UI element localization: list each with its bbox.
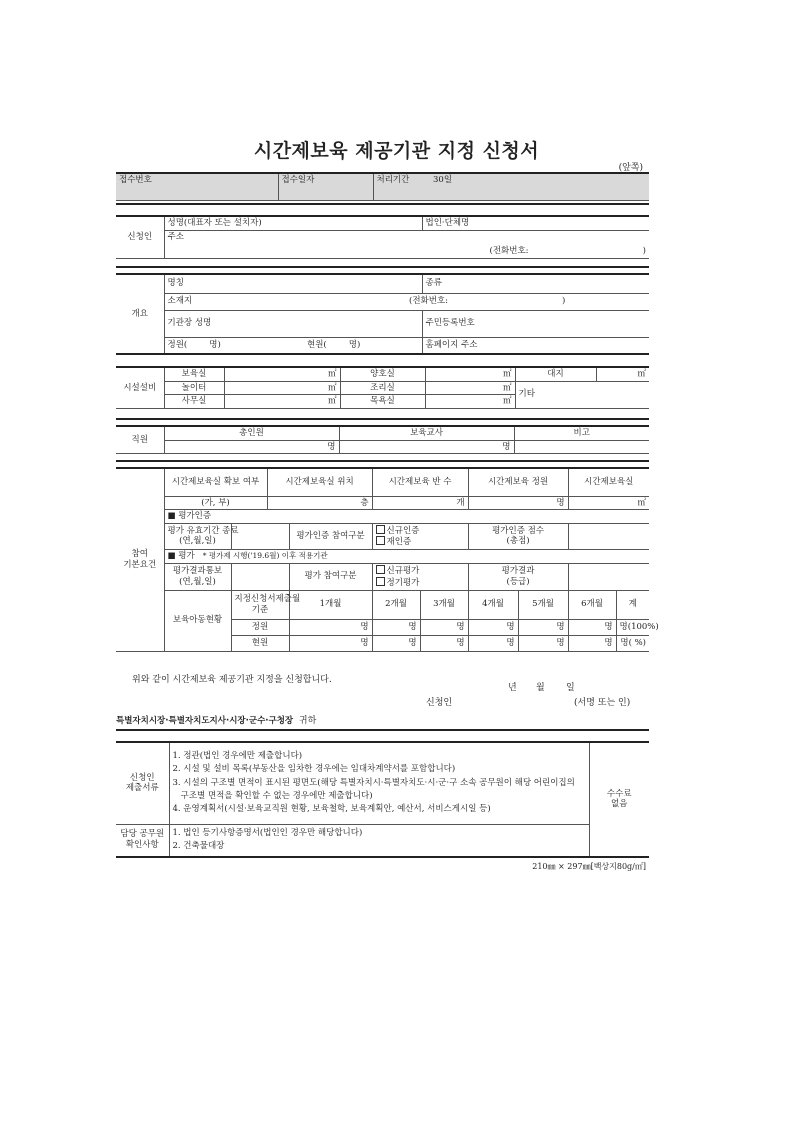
receipt-date-field[interactable] [278, 173, 373, 200]
receipt-number-field[interactable] [116, 173, 278, 200]
applicant-corp-field[interactable] [422, 216, 649, 230]
addressee-suffix: 귀하 [298, 716, 317, 726]
capacity-row-label: 정원 [231, 619, 289, 635]
month-capacity-value[interactable] [468, 619, 518, 635]
cert-title: ■ 평가인증 [164, 510, 649, 524]
receipt-date-label: 접수일자 [281, 175, 315, 185]
fee-value: 없음 [611, 799, 628, 810]
staff-note-label: 비고 [514, 426, 649, 440]
homepage-field[interactable] [422, 337, 649, 354]
addressee-line [116, 713, 316, 726]
applicant-phone-field[interactable] [164, 244, 649, 258]
requirements-section-line2: 기본요건 [123, 559, 157, 570]
month-header: 6개월 [568, 590, 616, 619]
current-field[interactable] [295, 337, 422, 354]
overview-table [116, 273, 649, 355]
eval-type-options [372, 563, 468, 590]
applicant-name-field[interactable] [164, 216, 422, 230]
month-capacity-value[interactable] [289, 619, 372, 635]
facility-table [116, 366, 649, 409]
eval-option-regular[interactable] [376, 577, 465, 589]
facility-section-label: 시설설비 [116, 367, 164, 408]
eval-date-line1: 평가결과통보 [172, 566, 223, 576]
submit-section-label [116, 742, 169, 824]
location-field[interactable] [164, 293, 649, 310]
eval-result-label [468, 563, 568, 590]
applicant-address-field[interactable] [164, 230, 649, 244]
month-header: 3개월 [420, 590, 468, 619]
cert-score-label [468, 523, 568, 549]
req-value-unit: ㎡ [637, 497, 646, 508]
verify-item: 1. 법인 등기사항증명서(법인인 경우만 해당합니다) [172, 827, 363, 838]
signature-field[interactable] [574, 695, 630, 708]
date-month-label: 월 [536, 683, 545, 693]
eval-note: * 평가제 시행('19.6월) 이후 적용기관 [202, 551, 328, 560]
submit-section-line1: 신청인 [129, 772, 155, 783]
cert-score-line2: (총점) [506, 536, 530, 547]
people-unit: 명 [556, 621, 565, 632]
facility-item-label: 사무실 [164, 395, 224, 409]
submit-doc-item: 1. 정관(법인 경우에만 제출합니다) [172, 751, 303, 762]
facility-name-label: 명칭 [167, 278, 184, 289]
facility-item-value[interactable] [224, 367, 340, 381]
month-header: 1개월 [289, 590, 372, 619]
people-unit: 명 [360, 621, 369, 632]
capacity-field[interactable] [164, 337, 295, 354]
people-unit: 명 [604, 637, 613, 648]
facility-item-value[interactable] [425, 395, 515, 409]
location-label: 소재지 [167, 296, 193, 307]
staff-unit: 명 [502, 441, 511, 452]
req-value-field[interactable] [267, 496, 372, 510]
receipt-number-label: 접수번호 [119, 175, 152, 185]
current-total-text: 명( %) [620, 637, 646, 648]
eval-date-value[interactable] [231, 563, 289, 590]
signature-note: (서명 또는 인) [574, 698, 631, 708]
children-status-label: 보육아동현황 [164, 590, 231, 651]
fee-label: 수수료 [606, 788, 632, 799]
form-title: 시간제보육 제공기관 지정 신청서 [253, 140, 540, 162]
facility-item-label: 조리실 [340, 381, 425, 395]
req-value-unit: (가, 부) [201, 497, 230, 508]
area-unit: ㎡ [502, 382, 512, 393]
month-current-value[interactable] [468, 635, 518, 651]
eval-result-line1: 평가결과 [501, 566, 535, 576]
req-value-unit: 층 [360, 497, 369, 508]
cert-period-line1: 평가 유효기간 종료 [167, 525, 239, 536]
eval-result-value[interactable] [568, 563, 649, 590]
facility-item-value[interactable] [224, 395, 340, 409]
verify-section-label [116, 824, 169, 856]
capacity-unit: 명) [209, 340, 221, 351]
people-unit: 명 [408, 637, 417, 648]
staff-total-label: 총인원 [164, 426, 339, 440]
cert-period-label [164, 523, 239, 549]
staff-teacher-label: 보육교사 [339, 426, 514, 440]
current-unit: 명) [348, 340, 361, 351]
eval-title-row [164, 550, 649, 564]
month-current-value[interactable] [420, 635, 468, 651]
facility-item-value[interactable] [596, 367, 649, 381]
req-header: 시간제보육실 위치 [267, 468, 372, 496]
processing-period-value: 30일 [423, 173, 649, 200]
facility-type-field[interactable] [422, 274, 649, 293]
submit-doc-list [169, 742, 589, 824]
current-row-label: 현원 [231, 635, 289, 651]
area-unit: ㎡ [502, 396, 512, 407]
facility-name-field[interactable] [164, 274, 422, 293]
area-unit: ㎡ [327, 369, 337, 379]
applicant-section-label: 신청인 [116, 216, 164, 258]
facility-other-field[interactable] [515, 381, 649, 408]
eval-option-regular-label: 정기평가 [386, 577, 420, 588]
checkbox-icon[interactable] [376, 536, 385, 545]
month-capacity-value[interactable] [420, 619, 468, 635]
verify-section-line1: 담당 공무원 [120, 829, 165, 840]
month-current-value[interactable] [518, 635, 568, 651]
staff-teacher-value[interactable] [339, 440, 514, 454]
applicant-address-label: 주소 [167, 232, 184, 243]
people-unit: 명 [604, 621, 613, 632]
basis-line2: 기준 [251, 604, 269, 615]
submit-doc-item: 2. 시설 및 설비 목록(부동산을 임차한 경우에는 임대차계약서를 포함합니다) [172, 764, 456, 775]
facility-item-label: 목욕실 [340, 395, 425, 409]
statement-text: 위와 같이 시간제보육 제공기관 지정을 신청합니다. [132, 675, 332, 685]
checkbox-icon[interactable] [376, 525, 385, 534]
month-current-value[interactable] [289, 635, 372, 651]
people-unit: 명 [456, 621, 465, 632]
applicant-name-label: 성명(대표자 또는 설치자) [167, 218, 262, 228]
date-day-label: 일 [566, 683, 575, 693]
eval-date-label [164, 563, 231, 590]
overview-section-label: 개요 [116, 274, 164, 354]
submit-section-line2: 제출서류 [125, 783, 159, 794]
req-header: 시간제보육 정원 [468, 468, 568, 496]
month-capacity-value[interactable] [372, 619, 420, 635]
current-label: 현원( [307, 340, 327, 351]
facility-item-label: 양호실 [340, 367, 425, 381]
facility-item-value[interactable] [425, 367, 515, 381]
facility-other-label: 기타 [518, 389, 535, 400]
facility-type-label: 종류 [425, 278, 442, 289]
cert-option-renew[interactable] [376, 536, 465, 548]
month-capacity-value[interactable] [518, 619, 568, 635]
date-year[interactable] [508, 680, 517, 693]
requirements-table [116, 467, 659, 652]
basis-line1: 지정신청서제출월 [234, 594, 301, 604]
head-rrn-field[interactable] [422, 310, 649, 337]
head-name-label: 기관장 성명 [167, 318, 212, 329]
req-value-unit: 명 [556, 497, 565, 508]
cert-type-options [372, 523, 468, 549]
cert-score-line1: 평가인증 점수 [492, 525, 545, 536]
cert-option-renew-label: 재인증 [386, 537, 412, 548]
basis-label [231, 590, 301, 619]
current-total-value[interactable] [616, 635, 649, 651]
page-side-label: (앞쪽) [618, 163, 643, 173]
applicant-table [116, 215, 649, 259]
people-unit: 명 [456, 637, 465, 648]
facility-item-value[interactable] [224, 381, 340, 395]
req-value-field[interactable] [468, 496, 568, 510]
cert-type-label: 평가인증 참여구분 [289, 523, 372, 549]
head-name-field[interactable] [164, 310, 422, 337]
people-unit: 명 [506, 637, 515, 648]
req-value-field[interactable] [568, 496, 649, 510]
location-phone-close: ) [562, 296, 566, 307]
cert-score-value[interactable] [568, 523, 649, 549]
facility-item-label: 보육실 [164, 367, 224, 381]
eval-option-new[interactable] [376, 565, 465, 577]
date-year-label: 년 [508, 683, 517, 693]
area-unit: ㎡ [327, 396, 337, 407]
req-header: 시간제보육실 확보 여부 [164, 468, 267, 496]
receipt-table [116, 172, 649, 201]
req-value-unit: 개 [456, 497, 465, 508]
applicant-phone-label: (전화번호: [489, 245, 529, 256]
processing-period-label: 처리기간 [373, 173, 423, 200]
req-value-field[interactable] [372, 496, 468, 510]
facility-item-value[interactable] [425, 381, 515, 395]
submit-doc-item: 3. 시설의 구조별 면적이 표시된 평면도(해당 특별자치시·특별자치도·시·군·구 소속 공무원이 해당 어린이집의 [172, 777, 575, 788]
month-current-value[interactable] [568, 635, 616, 651]
cert-period-value[interactable] [231, 523, 289, 549]
date-day[interactable] [566, 680, 575, 693]
staff-table [116, 425, 649, 454]
month-current-value[interactable] [372, 635, 420, 651]
req-header: 시간제보육 반 수 [372, 468, 468, 496]
req-header: 시간제보육실 [568, 468, 649, 496]
submit-doc-item: 구조별 면적을 확인할 수 없는 경우에만 제출합니다) [172, 790, 373, 801]
homepage-label: 홈페이지 주소 [425, 340, 478, 351]
cert-option-new-label: 신규인증 [386, 525, 420, 536]
cert-period-line2: (연,월,일) [179, 536, 216, 547]
month-header-total: 계 [616, 590, 649, 619]
req-value-field[interactable] [164, 496, 267, 510]
eval-type-label: 평가 참여구분 [289, 563, 372, 590]
applicant-phone-close: ) [642, 245, 646, 256]
staff-note-value[interactable] [514, 440, 649, 454]
applicant-corp-label: 법인·단체명 [425, 218, 470, 228]
staff-unit: 명 [327, 441, 336, 452]
month-header: 2개월 [372, 590, 420, 619]
eval-option-new-label: 신규평가 [386, 566, 420, 576]
signer-label: 신청인 [426, 698, 453, 708]
people-unit: 명 [556, 637, 565, 648]
paper-size-note: 210㎜ × 297㎜[백상지80g/㎡] [532, 862, 646, 871]
people-unit: 명 [360, 637, 369, 648]
verify-section-line2: 확인사항 [125, 840, 159, 850]
verify-item: 2. 건축물대장 [172, 841, 225, 851]
people-unit: 명 [506, 621, 515, 632]
month-header: 4개월 [468, 590, 518, 619]
eval-result-line2: (등급) [506, 576, 530, 587]
requirements-section-label [116, 468, 164, 651]
capacity-label: 정원( [167, 340, 188, 351]
month-header: 5개월 [518, 590, 568, 619]
eval-date-line2: (연,월,일) [179, 576, 216, 587]
date-month[interactable] [536, 680, 545, 693]
submit-doc-item: 4. 운영계획서(시설·보육교직원 현황, 보육철학, 보육계획안, 예산서, 서비스게시일 등) [172, 804, 491, 814]
area-unit: ㎡ [502, 369, 512, 379]
documents-table [116, 741, 649, 857]
facility-item-label: 놀이터 [164, 381, 224, 395]
addressee: 특별자치시장·특별자치도지사·시장·군수·구청장 [116, 716, 294, 726]
people-unit: 명 [408, 621, 417, 632]
cert-option-new[interactable] [376, 525, 465, 537]
facility-item-label: 대지 [515, 367, 596, 381]
requirements-section-line1: 참여 [131, 549, 148, 560]
eval-title: ■ 평가 [167, 551, 195, 561]
checkbox-icon[interactable] [376, 565, 385, 574]
capacity-total-text: 명(100%) [619, 621, 659, 632]
area-unit: ㎡ [637, 369, 646, 379]
verify-list [169, 824, 589, 856]
month-capacity-value[interactable] [568, 619, 616, 635]
fee-cell [589, 742, 649, 856]
checkbox-icon[interactable] [376, 577, 385, 586]
capacity-total-value[interactable] [616, 619, 659, 635]
staff-section-label: 직원 [116, 426, 164, 454]
location-phone-label: (전화번호: [409, 296, 449, 307]
area-unit: ㎡ [327, 382, 337, 393]
head-rrn-label: 주민등록번호 [425, 318, 475, 329]
staff-total-value[interactable] [164, 440, 339, 454]
